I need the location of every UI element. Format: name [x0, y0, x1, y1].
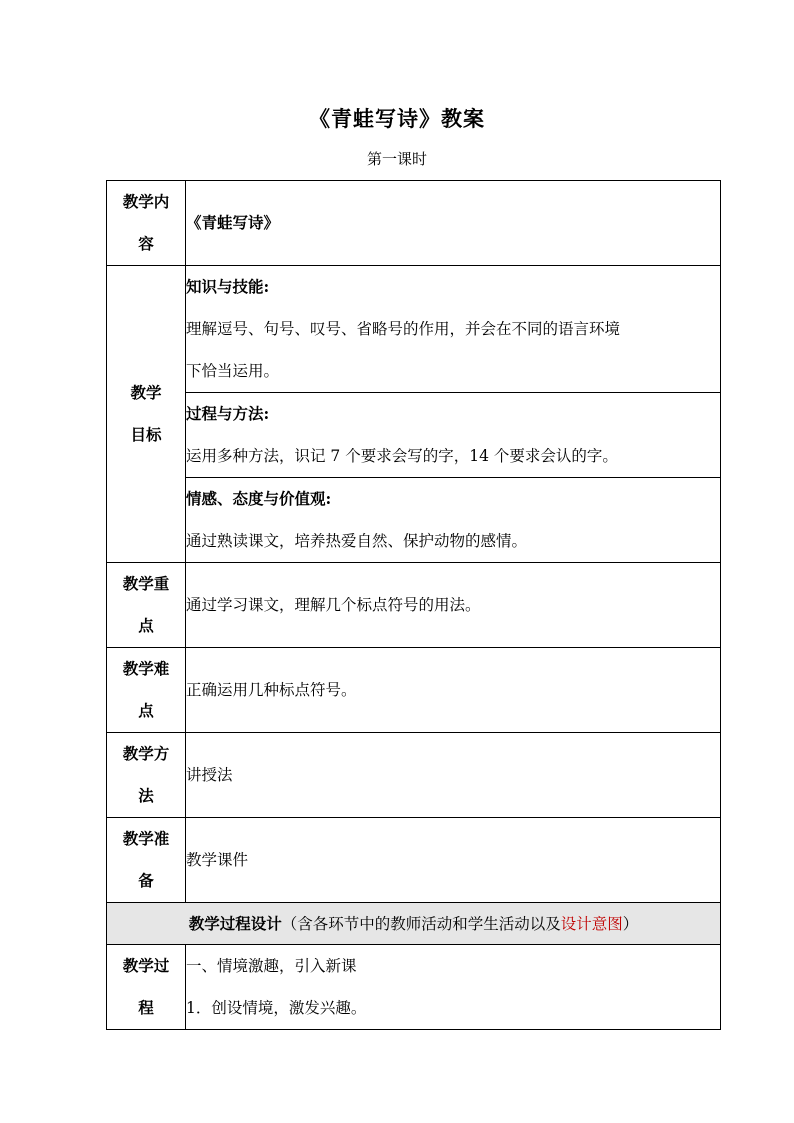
table-row-process [107, 945, 721, 1030]
label-line: 教学内 [122, 192, 170, 211]
goal-heading: 知识与技能: [186, 277, 270, 296]
table-row-preparation [107, 818, 721, 903]
label-line: 教学方 [122, 744, 170, 763]
label-difficulties [107, 648, 186, 733]
table-row-key-points [107, 563, 721, 648]
value-difficulties: 正确运用几种标点符号。 [186, 648, 721, 733]
table-row-method [107, 733, 721, 818]
label-line: 教学准 [122, 829, 170, 848]
value-preparation: 教学课件 [186, 818, 721, 903]
lesson-name: 《青蛙写诗》 [186, 213, 280, 232]
label-key-points [107, 563, 186, 648]
label-line: 教学难 [122, 659, 170, 678]
design-title: 教学过程设计 [188, 913, 282, 933]
goal-heading: 过程与方法: [186, 404, 270, 423]
label-preparation [107, 818, 186, 903]
label-line: 容 [138, 234, 154, 253]
label-line: 教学过 [122, 956, 170, 975]
table-row-goals-process [107, 393, 721, 478]
label-line: 法 [138, 786, 154, 805]
table-row-goals-emotion [107, 478, 721, 563]
label-line: 程 [138, 998, 154, 1017]
lesson-plan-table [106, 180, 721, 1030]
table-row-goals-knowledge [107, 266, 721, 393]
table-row-content [107, 181, 721, 266]
label-line: 备 [138, 871, 154, 890]
goal-text: 通过熟读课文，培养热爱自然、保护动物的感情。 [186, 532, 528, 550]
goal-process [186, 393, 721, 478]
label-goals [107, 266, 186, 563]
value-key-points: 通过学习课文，理解几个标点符号的用法。 [186, 563, 721, 648]
design-note-highlight: 设计意图 [560, 914, 623, 933]
goal-text: 下恰当运用。 [186, 362, 280, 380]
label-content [107, 181, 186, 266]
label-line: 教学 [130, 383, 162, 402]
table-row-difficulties [107, 648, 721, 733]
process-step: 1．创设情境，激发兴趣。 [186, 999, 367, 1017]
label-line: 教学重 [122, 574, 170, 593]
process-step: 一、情境激趣，引入新课 [186, 957, 357, 975]
goal-knowledge [186, 266, 721, 393]
design-note-end: ） [622, 914, 639, 933]
table-row-design-header [107, 903, 721, 945]
page-subtitle: 第一课时 [366, 150, 427, 168]
goal-emotion [186, 478, 721, 563]
value-content [186, 181, 721, 266]
value-process [186, 945, 721, 1030]
design-header [107, 903, 721, 945]
label-line: 目标 [130, 425, 162, 444]
label-method [107, 733, 186, 818]
value-method: 讲授法 [186, 733, 721, 818]
design-note: （含各环节中的教师活动和学生活动以及 [281, 914, 561, 933]
label-process [107, 945, 186, 1030]
label-line: 点 [138, 701, 154, 720]
goal-heading: 情感、态度与价值观: [186, 489, 332, 508]
goal-text: 理解逗号、句号、叹号、省略号的作用，并会在不同的语言环境 [186, 320, 621, 338]
goal-text: 运用多种方法，识记 7 个要求会写的字，14 个要求会认的字。 [186, 447, 618, 465]
page-title: 《青蛙写诗》教案 [309, 106, 485, 131]
label-line: 点 [138, 616, 154, 635]
